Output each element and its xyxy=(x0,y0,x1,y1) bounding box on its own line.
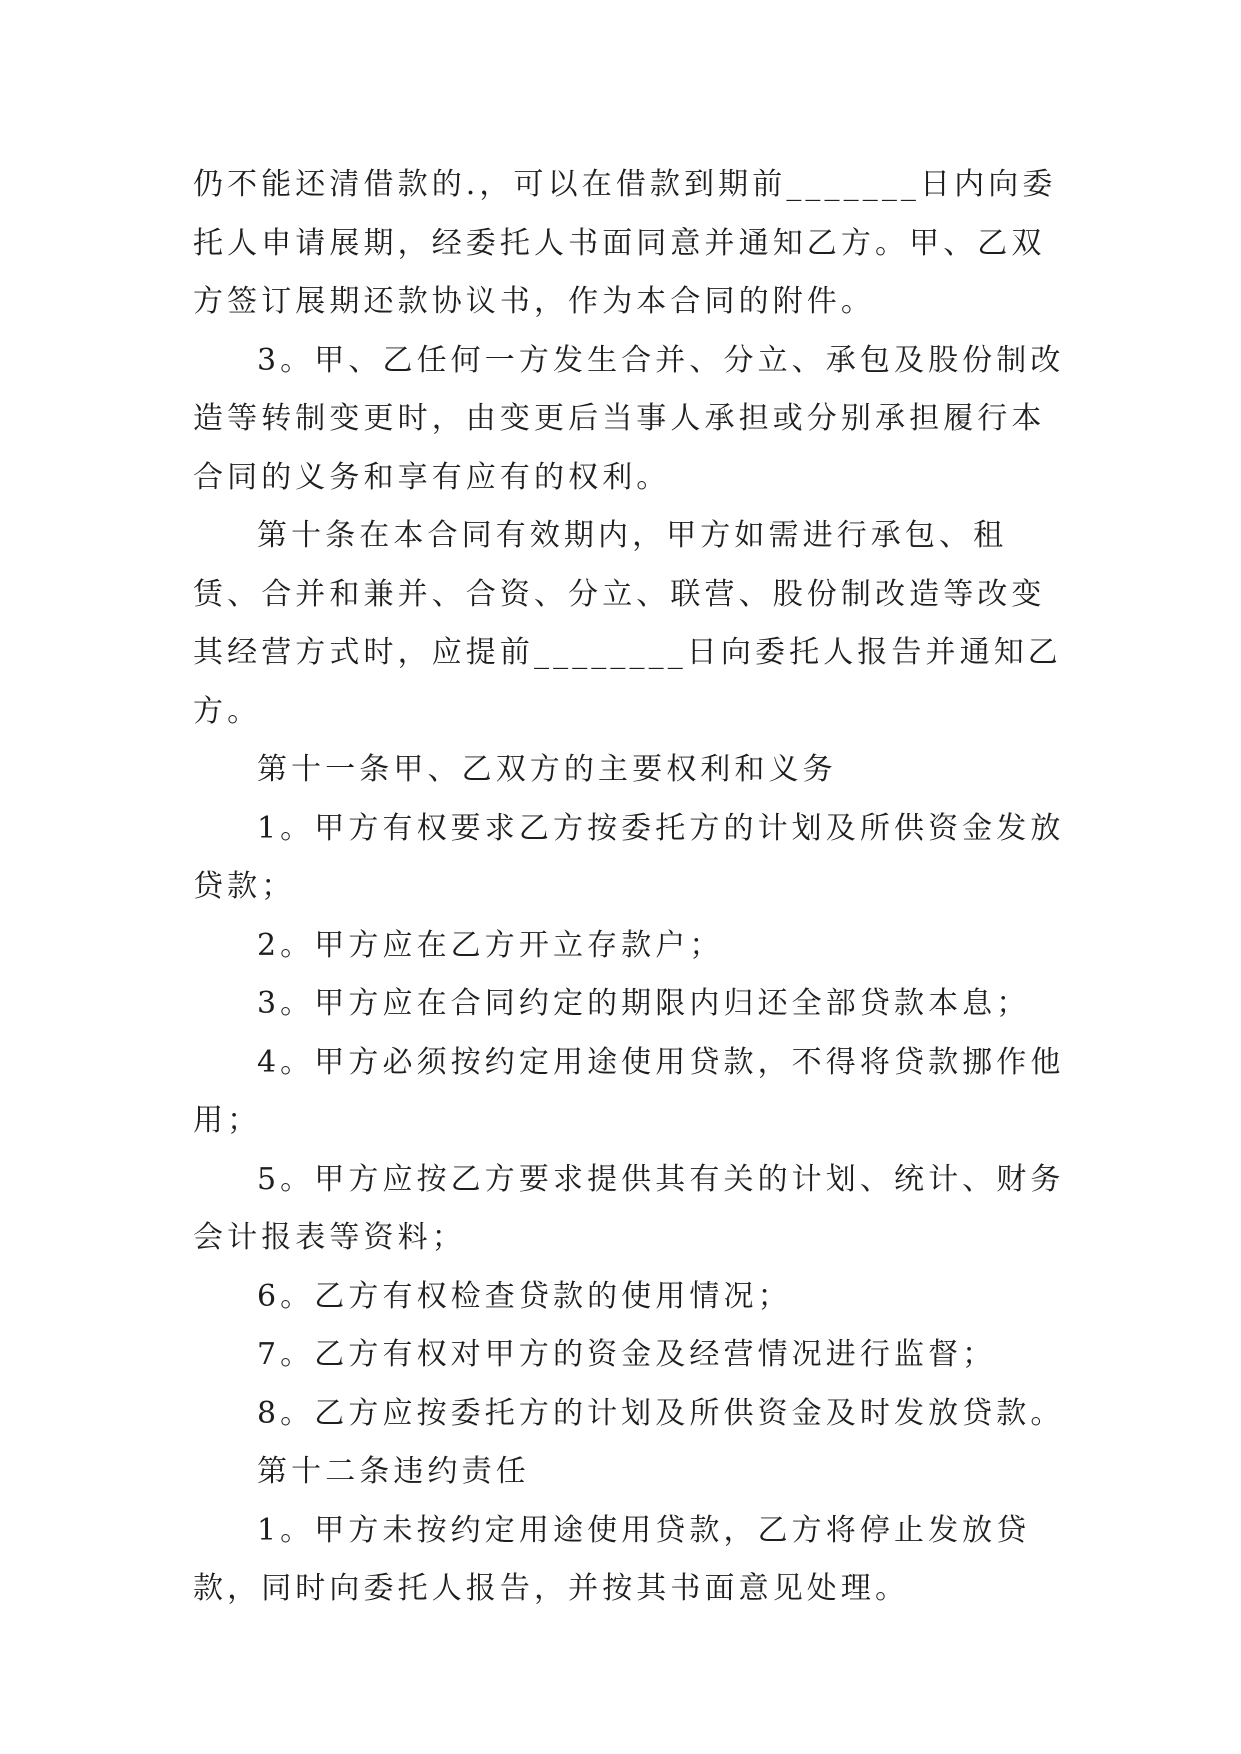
paragraph-article-10: 第十条在本合同有效期内，甲方如需进行承包、租赁、合并和兼并、合资、分立、联营、股份制改造等改变其经营方式时，应提前________日向委托人报告并通知乙方。 xyxy=(193,518,1062,729)
list-item-7: 7。乙方有权对甲方的资金及经营情况进行监督； xyxy=(257,1337,997,1372)
paragraph-extension-request: 仍不能还清借款的.，可以在借款到期前_______日内向委托人申请展期，经委托人书面同意并通知乙方。甲、乙双方签订展期还款协议书，作为本合同的附件。 xyxy=(193,167,1057,319)
heading-article-11: 第十一条甲、乙双方的主要权利和义务 xyxy=(257,752,837,787)
list-item-2: 2。甲方应在乙方开立存款户； xyxy=(257,927,724,963)
list-item-4: 4。甲方必须按约定用途使用贷款，不得将贷款挪作他用； xyxy=(193,1044,1065,1138)
list-item-5: 5。甲方应按乙方要求提供其有关的计划、统计、财务会计报表等资料； xyxy=(193,1161,1065,1255)
heading-article-12: 第十二条违约责任 xyxy=(257,1454,530,1489)
document-body xyxy=(193,156,1073,1619)
list-item-8: 8。乙方应按委托方的计划及所供资金及时发放贷款。 xyxy=(257,1395,1065,1431)
list-item-6: 6。乙方有权检查贷款的使用情况； xyxy=(257,1278,792,1314)
list-item-3: 3。甲方应在合同约定的期限内归还全部贷款本息； xyxy=(257,986,1031,1021)
paragraph-breach-clause-1: 1。甲方未按约定用途使用贷款，乙方将停止发放贷款，同时向委托人报告，并按其书面意见处理。 xyxy=(193,1512,1031,1606)
list-item-1: 1。甲方有权要求乙方按委托方的计划及所供资金发放贷款； xyxy=(193,810,1065,904)
paragraph-clause-3-restructuring: 3。甲、乙任何一方发生合并、分立、承包及股份制改造等转制变更时，由变更后当事人承担或分别承担履行本合同的义务和享有应有的权利。 xyxy=(193,342,1065,495)
